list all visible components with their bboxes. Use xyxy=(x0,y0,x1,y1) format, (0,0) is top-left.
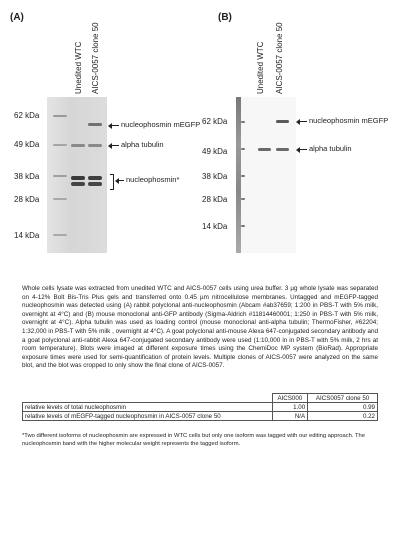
ladder-band xyxy=(241,148,245,150)
nucleophosmin-band-upper xyxy=(88,176,102,180)
panel-a-marker-49: 49 kDa xyxy=(14,140,40,149)
nucleophosmin-megfp-band xyxy=(88,123,102,126)
table-cell: relative levels of mEGFP-tagged nucleophosmin in AICS-0057 clone 50 xyxy=(23,412,273,421)
table-header-cell xyxy=(23,394,273,403)
panel-a-marker-28: 28 kDa xyxy=(14,195,40,204)
panel-b-tubulin-arrow xyxy=(299,149,307,150)
panel-a-nucleophosmin-arrow xyxy=(118,180,124,181)
table-cell: 0.99 xyxy=(308,403,378,412)
panel-b-marker-62: 62 kDa xyxy=(202,117,228,126)
panel-a-nucleophosmin-label: nucleophosmin* xyxy=(126,175,180,184)
nucleophosmin-band-lower xyxy=(88,182,102,186)
panel-b-megfp-arrow xyxy=(299,121,307,122)
ladder-band xyxy=(53,198,67,200)
panel-b-lane-2-label: AICS-0057 clone 50 xyxy=(275,22,284,94)
table-cell: relative levels of total nucleophosmin xyxy=(23,403,273,412)
table-row xyxy=(23,412,378,421)
nucleophosmin-band-lower xyxy=(71,182,85,186)
relative-levels-table xyxy=(22,393,378,421)
panel-a-tubulin-arrow xyxy=(111,145,119,146)
alpha-tubulin-band xyxy=(71,144,85,147)
table-header-cell: AICS0057 clone 50 xyxy=(308,394,378,403)
footnote: *Two different isoforms of nucleophosmin are expressed in WTC cells but only one isoform was tagged with our editing approach. The nucleophosmin band with the higher molecular weight represents the tagged isoform. xyxy=(22,433,365,447)
panel-a-bracket xyxy=(110,174,114,190)
panel-a-megfp-arrow xyxy=(111,125,119,126)
table-cell: 1.00 xyxy=(272,403,308,412)
table-row xyxy=(23,403,378,412)
table-header-row xyxy=(23,394,378,403)
panel-a-tubulin-label: alpha tubulin xyxy=(121,140,164,149)
nucleophosmin-megfp-band xyxy=(276,120,289,123)
ladder-band xyxy=(53,115,67,117)
panel-a-marker-62: 62 kDa xyxy=(14,111,40,120)
table-header-cell: AICS000 xyxy=(272,394,308,403)
ladder-band xyxy=(241,225,245,227)
panel-a-marker-38: 38 kDa xyxy=(14,172,40,181)
panel-b-marker-28: 28 kDa xyxy=(202,195,228,204)
panel-b-tubulin-label: alpha tubulin xyxy=(309,144,352,153)
ladder-band xyxy=(53,234,67,236)
panel-b-lane-1-label: Unedited WTC xyxy=(256,41,265,94)
panel-b-blot xyxy=(236,97,296,253)
nucleophosmin-band-upper xyxy=(71,176,85,180)
alpha-tubulin-band xyxy=(258,148,271,151)
panel-a-lane-2-label: AICS-0057 clone 50 xyxy=(91,22,100,94)
panel-b-label: (B) xyxy=(218,12,232,23)
ladder-band xyxy=(241,175,245,177)
figure-caption: Whole cells lysate was extracted from unedited WTC and AICS-0057 cells using urea buffer. 3 µg whole lysate was separated on 4-12% Bolt Bis-Tris Plus gels and transferred onto 0.45 µm nitrocellulose membranes. Untagged and mEGFP-tagged nucleophosmin was detected using (A) rabbit polyclonal anti-nucleophosmin (Abcam #ab37659; 1:200 in PBS-T with 5% milk, overnight at 4°C) and (B) mouse monoclonal anti-GFP antibody (Sigma-Aldrich #11814460001; 1:250 in PBS-T with 5% milk, overnight at 4°C). Alpha tubulin was used as loading control (mouse monoclonal anti-alpha tubulin; ThermoFisher, #62204; 1:32,000 in PBS-T with 5% milk , overnight at 4°C). A goat polyclonal anti-mouse Alexa 647-conjugated secondary antibody and a goat polyclonal anti-rabbit Alexa 647-conjugated secondary antibody were used (1:10,000 in in PBS-T with 5% milk, 2 hrs at room temperature). Blots were imaged at different exposure times using the ChemiDoc MP system (BioRad). Appropriate exposure times were used for semi-quantification of protein levels. Multiple clones of AICS-0057 were analyzed on the same blot, and the blot was cropped to only show the final clone of AICS-0057. xyxy=(22,285,378,370)
panel-a-label: (A) xyxy=(10,12,24,23)
ladder-band xyxy=(53,144,67,146)
alpha-tubulin-band xyxy=(276,148,289,151)
table-cell: 0.22 xyxy=(308,412,378,421)
panel-b-marker-14: 14 kDa xyxy=(202,222,228,231)
ladder-band xyxy=(241,198,245,200)
alpha-tubulin-band xyxy=(88,144,102,147)
panel-a-blot xyxy=(47,97,107,253)
ladder-band xyxy=(53,175,67,177)
panel-a-lane-1-label: Unedited WTC xyxy=(74,41,83,94)
panel-a-marker-14: 14 kDa xyxy=(14,231,40,240)
panel-b-megfp-label: nucleophosmin mEGFP xyxy=(309,116,389,125)
ladder-band xyxy=(241,121,245,123)
table-cell: N/A xyxy=(272,412,308,421)
panel-b-marker-49: 49 kDa xyxy=(202,147,228,156)
panel-a-megfp-label: nucleophosmin mEGFP xyxy=(121,120,201,129)
panel-b-marker-38: 38 kDa xyxy=(202,172,228,181)
